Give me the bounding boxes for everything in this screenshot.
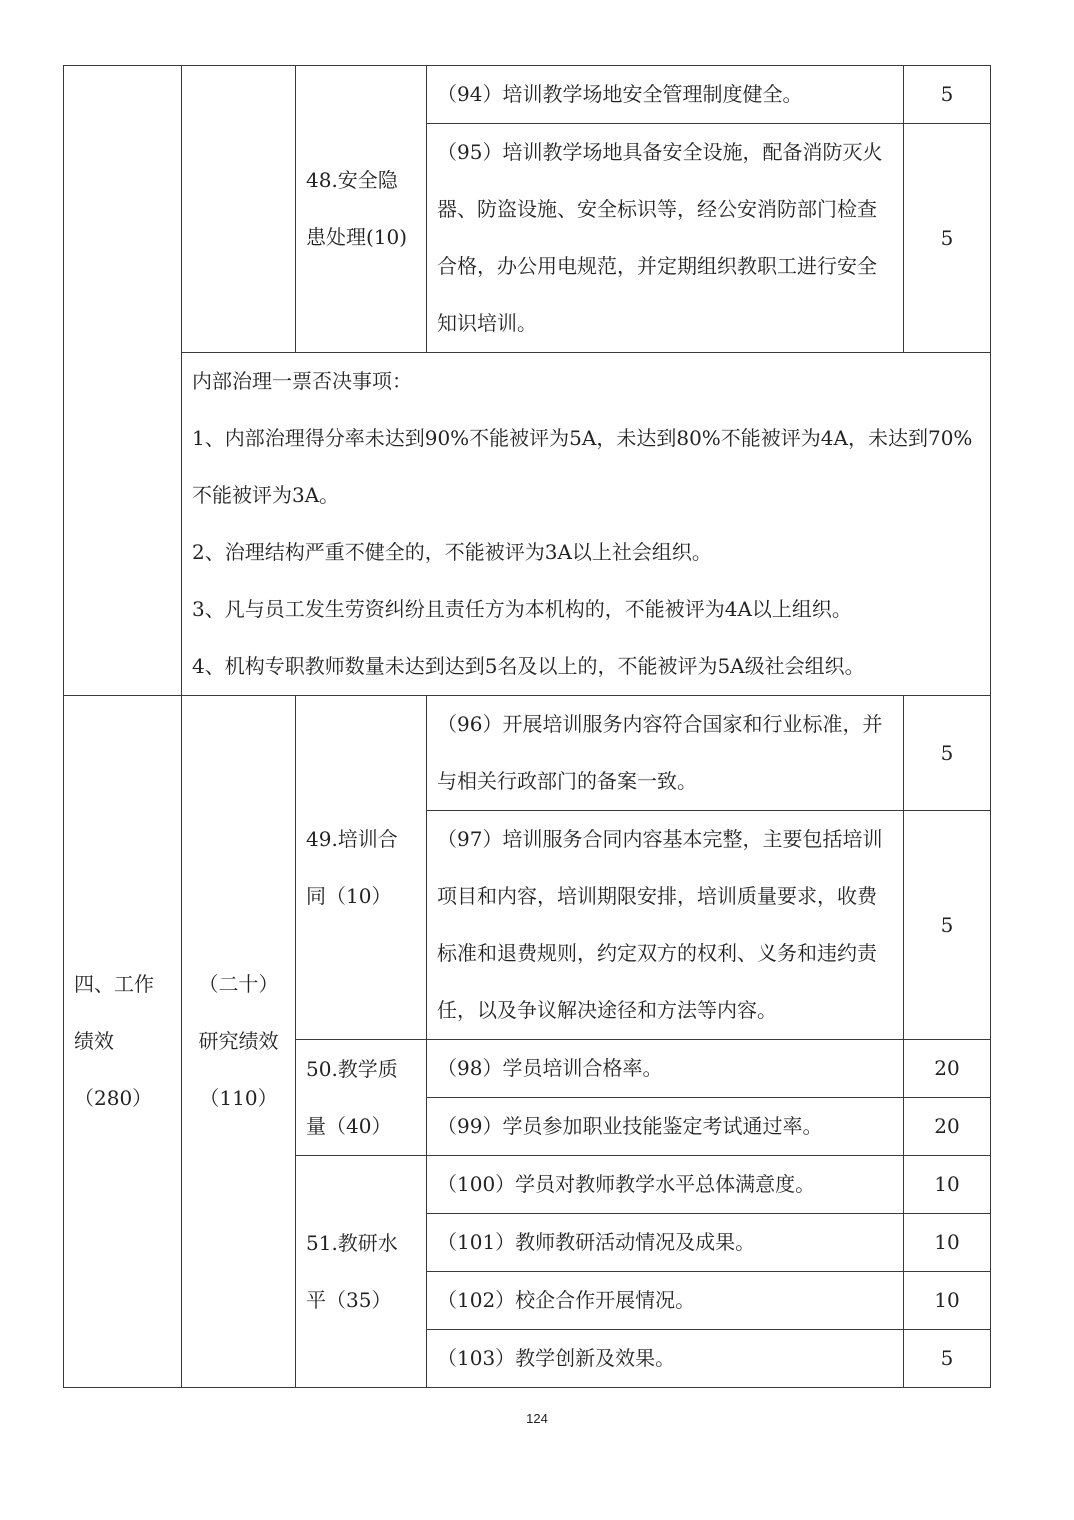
criterion-94: （94）培训教学场地安全管理制度健全。 [427,66,904,124]
criterion-100: （100）学员对教师教学水平总体满意度。 [427,1156,904,1214]
veto-item-1-line-1: 1、内部治理得分率未达到90%不能被评为5A，未达到80%不能被评为4A，未达到70% [192,426,973,450]
criterion-97: （97）培训服务合同内容基本完整，主要包括培训项目和内容，培训期限安排，培训质量要求，收费标准和退费规则，约定双方的权利、义务和违约责任，以及争议解决途径和方法等内容。 [427,811,904,1040]
veto-item-2: 2、治理结构严重不健全的，不能被评为3A以上社会组织。 [192,540,712,564]
indicator-51: 51.教研水平（35） [296,1156,427,1388]
criterion-102: （102）校企合作开展情况。 [427,1272,904,1330]
level2-cell-empty [182,66,296,353]
score-94: 5 [904,66,991,124]
score-97: 5 [904,811,991,1040]
table-row [64,66,991,124]
table-row [64,696,991,811]
score-99: 20 [904,1098,991,1156]
criterion-103: （103）教学创新及效果。 [427,1330,904,1388]
score-103: 5 [904,1330,991,1388]
level2-research-performance: （二十）研究绩效（110） [182,696,296,1388]
page-number: 124 [526,1411,548,1426]
criterion-95: （95）培训教学场地具备安全设施，配备消防灭火器、防盗设施、安全标识等，经公安消防部门检查合格，办公用电规范，并定期组织教职工进行安全知识培训。 [427,124,904,353]
table-row [64,353,991,696]
veto-item-1-line-2: 不能被评为3A。 [192,483,340,507]
score-102: 10 [904,1272,991,1330]
indicator-49: 49.培训合同（10） [296,696,427,1040]
criterion-99: （99）学员参加职业技能鉴定考试通过率。 [427,1098,904,1156]
indicator-50: 50.教学质量（40） [296,1040,427,1156]
criterion-101: （101）教师教研活动情况及成果。 [427,1214,904,1272]
veto-item-3: 3、凡与员工发生劳资纠纷且责任方为本机构的，不能被评为4A以上组织。 [192,597,852,621]
score-100: 10 [904,1156,991,1214]
veto-items [182,353,991,696]
score-101: 10 [904,1214,991,1272]
criterion-96: （96）开展培训服务内容符合国家和行业标准，并与相关行政部门的备案一致。 [427,696,904,811]
score-96: 5 [904,696,991,811]
veto-item-4: 4、机构专职教师数量未达到达到5名及以上的，不能被评为5A级社会组织。 [192,654,865,678]
score-98: 20 [904,1040,991,1098]
score-95: 5 [904,124,991,353]
level1-cell-empty [64,66,182,696]
veto-title: 内部治理一票否决事项： [192,369,412,393]
level1-work-performance: 四、工作绩效（280） [64,696,182,1388]
criterion-98: （98）学员培训合格率。 [427,1040,904,1098]
evaluation-table [63,65,991,1388]
indicator-48: 48.安全隐患处理(10) [296,66,427,353]
